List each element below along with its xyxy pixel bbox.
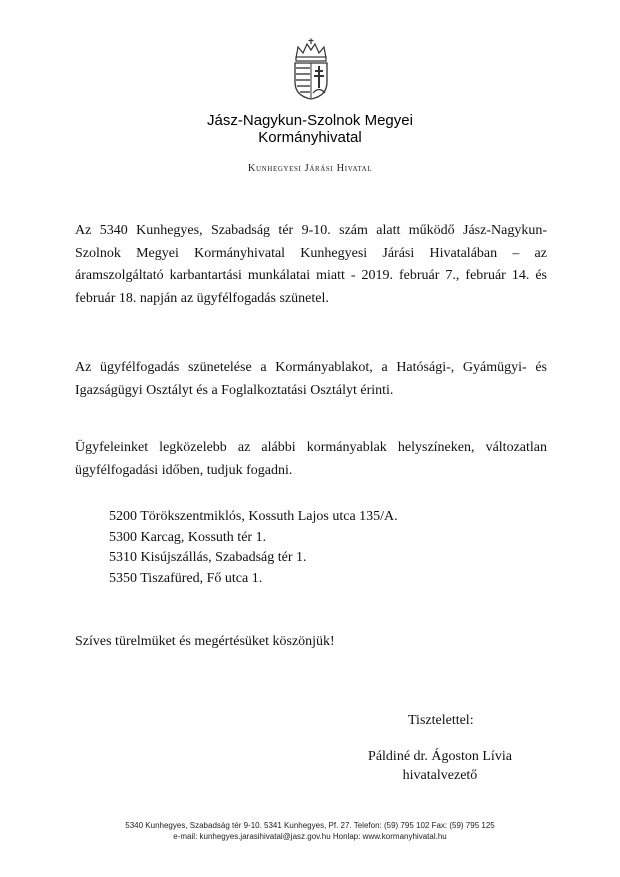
organization-name-line2: Kormányhivatal	[258, 129, 362, 146]
department-name: Kunhegyesi Járási Hivatal	[247, 163, 373, 174]
organization-name-line1: Jász-Nagykun-Szolnok Megyei	[207, 112, 413, 129]
notice-paragraph-closure: Az 5340 Kunhegyes, Szabadság tér 9-10. szám alatt működő Jász-Nagykun-Szolnok Megyei Kormányhivatal Kunhegyesi Járási Hivatalában – az áramszolgáltató karbantartási munkálatai miatt - 2019. február 7., február 14. és február 18. napján az ügyfélfogadás szünetel.	[75, 223, 547, 306]
footer-contact-line: 5340 Kunhegyes, Szabadság tér 9-10. 5341 Kunhegyes, Pf. 27. Telefon: (59) 795 102 Fax: (59) 795 125	[125, 821, 495, 830]
address-list	[109, 507, 509, 589]
signer-name: Páldiné dr. Ágoston Lívia	[368, 749, 512, 764]
thanks-line: Szíves türelmüket és megértésüket köszönjük!	[75, 634, 335, 649]
hungarian-coat-of-arms-icon	[290, 38, 332, 100]
footer-web-line: e-mail: kunhegyes.jarasihivatal@jasz.gov.hu Honlap: www.kormanyhivatal.hu	[173, 832, 447, 841]
signature-block	[340, 747, 540, 785]
address-item: 5310 Kisújszállás, Szabadság tér 1.	[109, 550, 307, 565]
address-item: 5300 Karcag, Kossuth tér 1.	[109, 529, 267, 545]
address-item: 5350 Tiszafüred, Fő utca 1.	[109, 570, 263, 586]
signer-title: hivatalvezető	[402, 768, 478, 783]
address-item: 5200 Törökszentmiklós, Kossuth Lajos utca 135/A.	[109, 509, 398, 524]
closing-greeting: Tisztelettel:	[408, 713, 474, 728]
notice-paragraph-affected-units: Az ügyfélfogadás szünetelése a Kormányablakot, a Hatósági-, Gyámügyi- és Igazságügyi Osztályt és a Foglalkoztatási Osztályt érinti.	[75, 360, 547, 398]
notice-paragraph-alternatives: Ügyfeleinket legközelebb az alábbi kormányablak helyszíneken, változatlan ügyfélfogadási időben, tudjuk fogadni.	[75, 440, 547, 478]
